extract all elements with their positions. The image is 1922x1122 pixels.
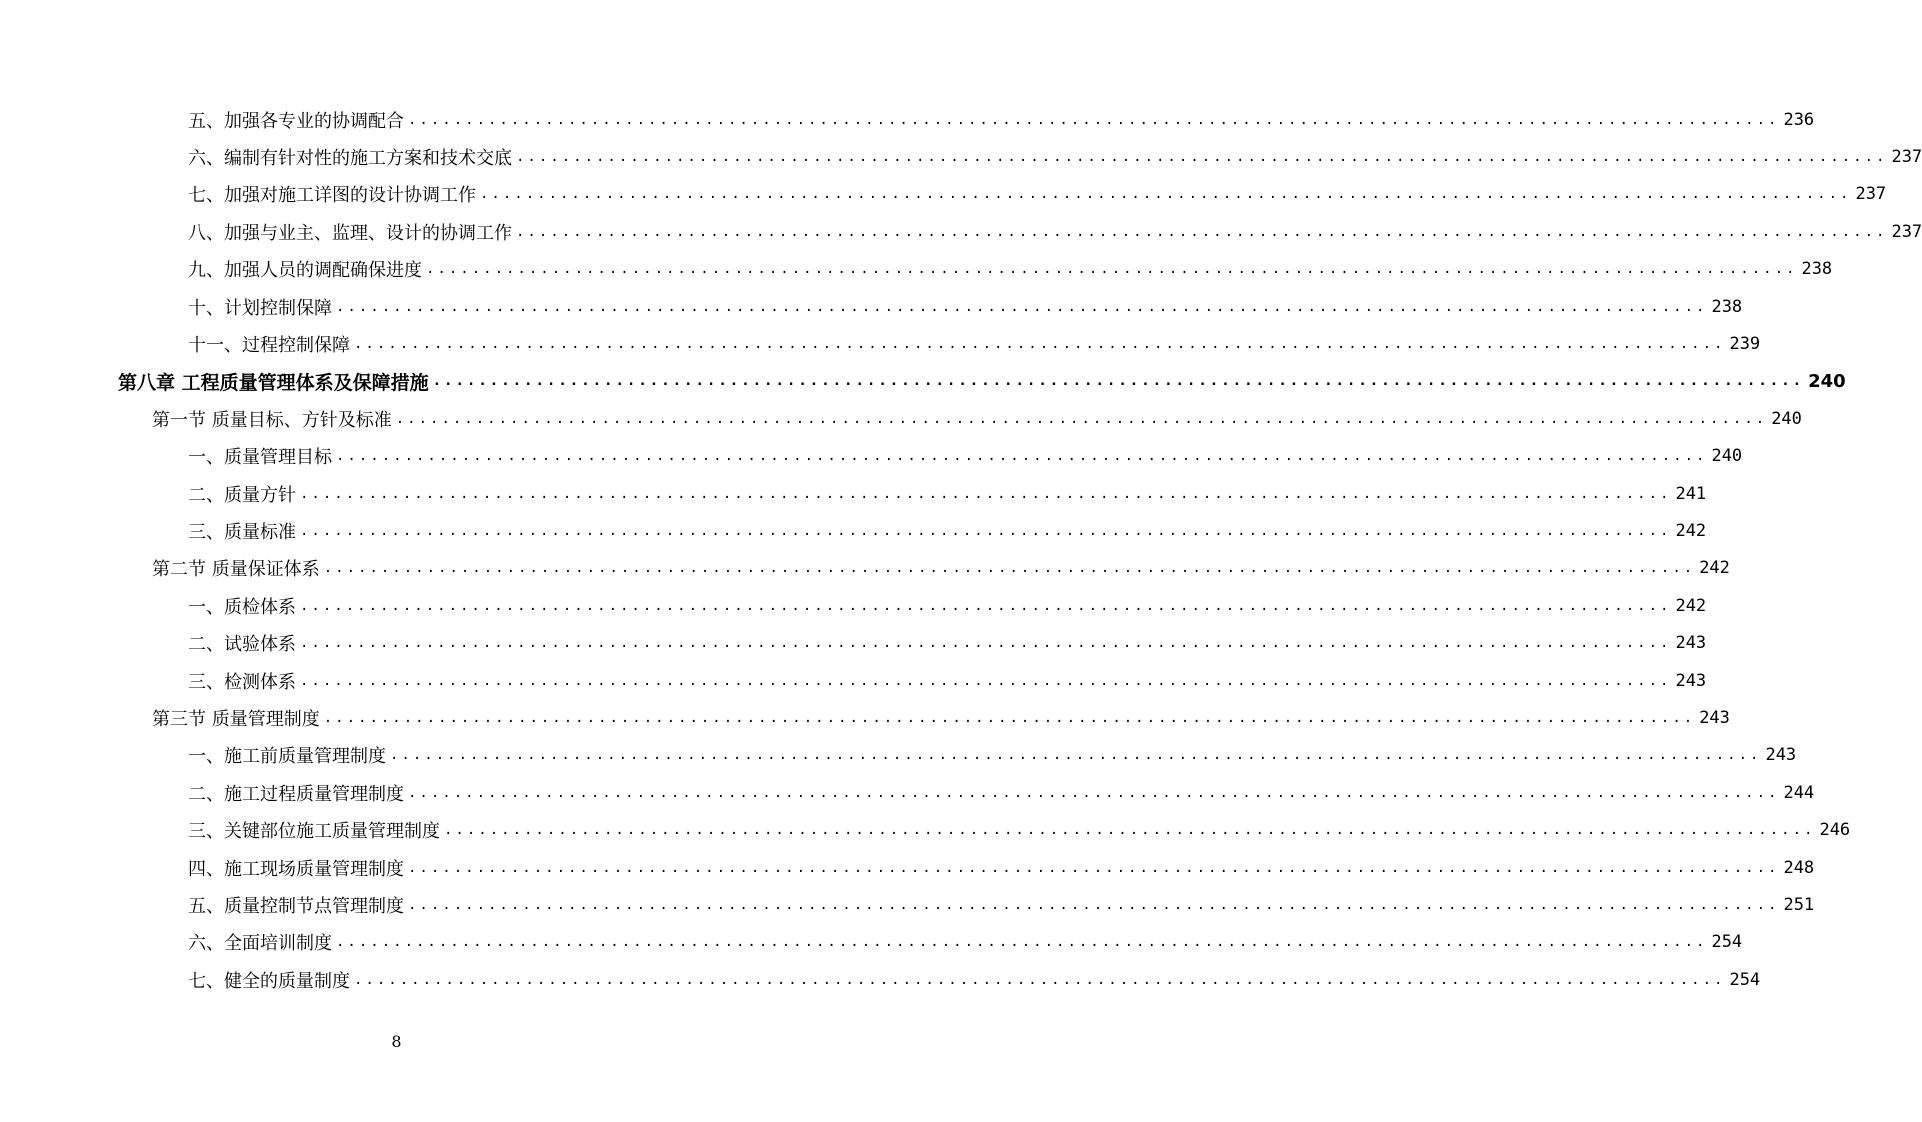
toc-entry-item [188, 924, 1743, 961]
toc-entry-title: 二、试验体系 [188, 634, 296, 656]
toc-leader-dots: ........................................................................................................................ [426, 261, 1798, 278]
toc-entry-section [152, 400, 1802, 437]
toc-entry-item [188, 625, 1707, 662]
toc-entry-page: 248 [1783, 857, 1815, 878]
toc-entry-page: 238 [1801, 259, 1833, 280]
toc-entry-title: 七、健全的质量制度 [188, 970, 350, 992]
toc-entry-page: 244 [1783, 782, 1815, 803]
toc-entry-item [188, 849, 1815, 886]
toc-leader-dots: ........................................................................................................................ [408, 784, 1780, 801]
toc-entry-title: 一、质检体系 [188, 596, 296, 618]
toc-leader-dots: ........................................................................................................................ [336, 448, 1708, 465]
toc-entry-title: 六、编制有针对性的施工方案和技术交底 [188, 147, 512, 169]
toc-entry-item [188, 587, 1707, 624]
toc-entry-page: 240 [1808, 370, 1846, 392]
toc-entry-title: 五、加强各专业的协调配合 [188, 110, 404, 132]
toc-entry-title: 一、施工前质量管理制度 [188, 746, 386, 768]
toc-entry-title: 十一、过程控制保障 [188, 334, 350, 356]
toc-entry-title: 二、质量方针 [188, 484, 296, 506]
toc-entry-item [188, 251, 1833, 288]
toc-entry-item [188, 475, 1707, 512]
toc-entry-title: 第一节 质量目标、方针及标准 [152, 409, 392, 431]
toc-entry-title: 八、加强与业主、监理、设计的协调工作 [188, 222, 512, 244]
toc-entry-page: 243 [1675, 633, 1707, 654]
toc-leader-dots: ........................................................................................................................ [395, 410, 1768, 427]
toc-entry-item [188, 886, 1815, 923]
toc-entry-page: 243 [1675, 670, 1707, 691]
toc-entry-page: 241 [1675, 483, 1707, 504]
toc-entry-page: 238 [1711, 296, 1743, 317]
toc-entry-page: 243 [1699, 707, 1730, 728]
toc-entry-item [188, 288, 1743, 325]
toc-entry-title: 第二节 质量保证体系 [152, 559, 320, 581]
toc-leader-dots: ........................................................................................................................ [300, 597, 1672, 614]
toc-entry-chapter [118, 363, 1846, 400]
toc-leader-dots: ........................................................................................................................ [300, 522, 1672, 539]
toc-entry-title: 四、施工现场质量管理制度 [188, 858, 404, 880]
toc-entry-title: 三、检测体系 [188, 671, 296, 693]
toc-entry-page: 240 [1711, 446, 1743, 467]
toc-leader-dots: ........................................................................................................................ [300, 672, 1672, 689]
toc-leader-dots: ........................................................................................................................ [323, 560, 1696, 577]
toc-leader-dots: ........................................................................................................................ [390, 747, 1762, 764]
toc-leader-dots: ........................................................................................................................ [408, 859, 1780, 876]
toc-entry-item [188, 774, 1815, 811]
toc-entry-item [188, 961, 1761, 998]
toc-entry-title: 六、全面培训制度 [188, 933, 332, 955]
toc-entry-page: 242 [1699, 558, 1730, 579]
toc-entry-item [188, 176, 1887, 213]
toc-leader-dots: ........................................................................................................................ [336, 934, 1708, 951]
toc-entry-page: 242 [1675, 595, 1707, 616]
toc-entry-page: 254 [1711, 932, 1743, 953]
toc-entry-section [152, 699, 1730, 736]
toc-entry-title: 一、质量管理目标 [188, 447, 332, 469]
toc-leader-dots: ........................................................................................................................ [354, 971, 1726, 988]
toc-entry-item [188, 138, 1922, 175]
toc-entry-title: 十、计划控制保障 [188, 297, 332, 319]
toc-leader-dots: ........................................................................................................................ [300, 485, 1672, 502]
toc-leader-dots: ........................................................................................................................ [516, 148, 1888, 165]
toc-entry-page: 242 [1675, 520, 1707, 541]
toc-entry-page: 246 [1819, 820, 1851, 841]
toc-entry-page: 254 [1729, 969, 1761, 990]
toc-entry-title: 七、加强对施工详图的设计协调工作 [188, 185, 476, 207]
toc-entry-page: 239 [1729, 333, 1761, 354]
toc-leader-dots: ........................................................................................................................ [336, 298, 1708, 315]
toc-entry-title: 三、关键部位施工质量管理制度 [188, 821, 440, 843]
toc-entry-page: 237 [1891, 221, 1922, 242]
toc-entry-title: 二、施工过程质量管理制度 [188, 783, 404, 805]
toc-entry-section [152, 550, 1730, 587]
toc-leader-dots: ........................................................................................................................ [408, 896, 1780, 913]
toc-entry-title: 五、质量控制节点管理制度 [188, 895, 404, 917]
toc-entry-item [188, 662, 1707, 699]
toc-leader-dots: ........................................................................................................................ [444, 822, 1816, 839]
toc-entry-title: 三、质量标准 [188, 521, 296, 543]
toc-entry-page: 237 [1855, 184, 1887, 205]
toc-entry-page: 237 [1891, 146, 1922, 167]
page-number: 8 [391, 1032, 402, 1051]
toc-entry-title: 第八章 工程质量管理体系及保障措施 [118, 371, 429, 394]
toc-entry-item [188, 213, 1922, 250]
toc-leader-dots: ........................................................................................................................ [408, 111, 1780, 128]
toc-leader-dots: ........................................................................................................................ [480, 186, 1852, 203]
toc-leader-dots: ........................................................................................................................ [516, 223, 1888, 240]
toc-entry-item [188, 438, 1743, 475]
toc-entry-page: 240 [1771, 408, 1802, 429]
toc-entry-item [188, 512, 1707, 549]
toc-entry-item [188, 812, 1851, 849]
toc-entry-page: 251 [1783, 894, 1815, 915]
toc-entry-item [188, 101, 1815, 138]
toc-entry-title: 第三节 质量管理制度 [152, 708, 320, 730]
toc-leader-dots: ........................................................................................................................ [323, 709, 1696, 726]
toc-leader-dots: ........................................................................................................................ [432, 373, 1805, 390]
toc-leader-dots: ........................................................................................................................ [354, 335, 1726, 352]
toc-entry-item [188, 737, 1797, 774]
toc-entry-page: 243 [1765, 745, 1797, 766]
toc-entry-title: 九、加强人员的调配确保进度 [188, 260, 422, 282]
toc-entry-item [188, 325, 1761, 362]
toc-leader-dots: ........................................................................................................................ [300, 635, 1672, 652]
toc-entry-page: 236 [1783, 109, 1815, 130]
